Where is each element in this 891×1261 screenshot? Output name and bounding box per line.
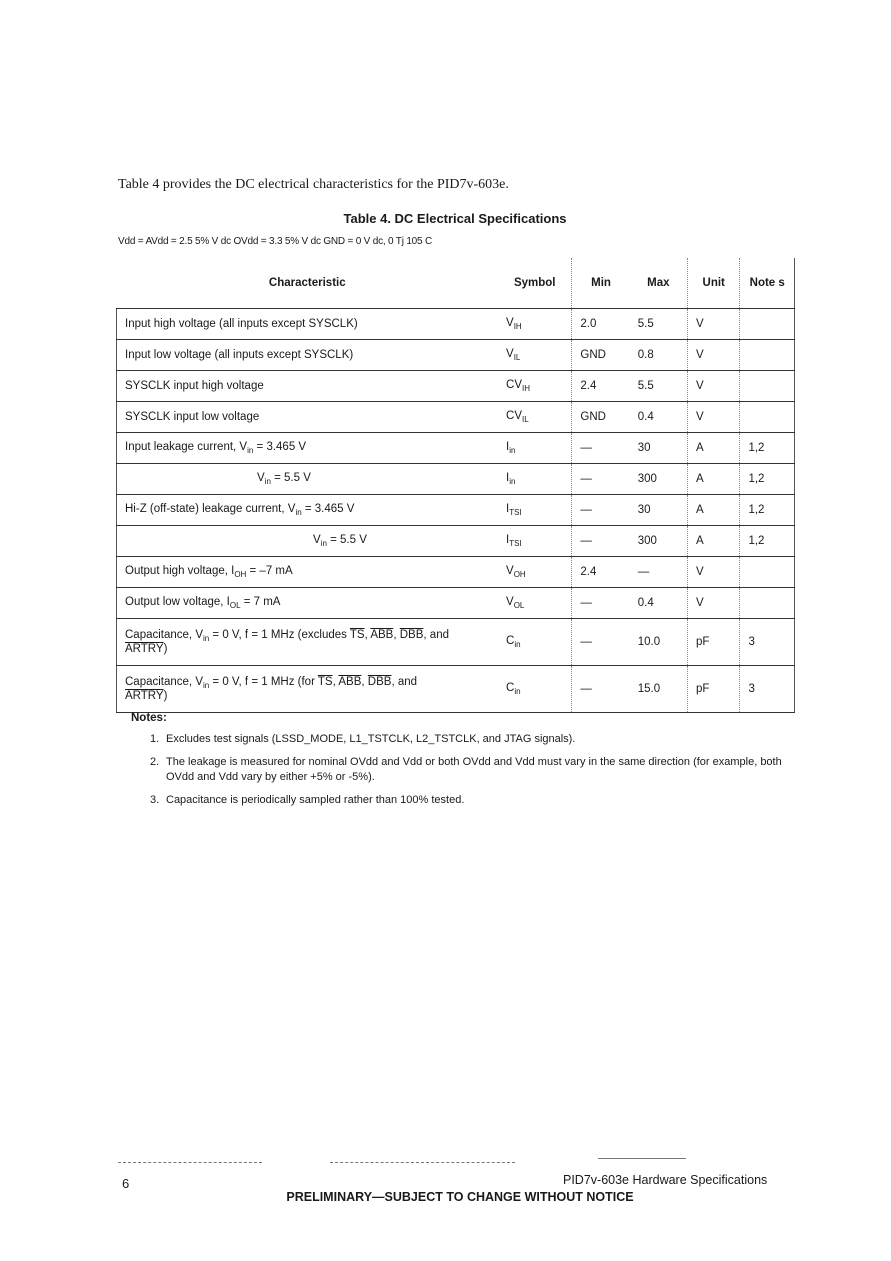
cell-symbol <box>498 666 572 713</box>
signal-name: $\overline{DBB}$ <box>367 676 392 688</box>
signal-separator: , and <box>391 676 418 688</box>
symbol-text: V <box>506 348 514 360</box>
header-symbol: Symbol <box>498 258 572 309</box>
symbol-text: V <box>506 596 514 608</box>
symbol-text: I <box>506 534 510 546</box>
note-number: 2. <box>150 756 160 768</box>
cell-min: — <box>572 464 630 495</box>
cell-characteristic <box>117 619 499 666</box>
cell-unit: V <box>687 340 739 371</box>
signal-name: ARTRY <box>125 643 164 655</box>
characteristic-text: Input high voltage (all inputs except SYSCLK) <box>125 318 358 330</box>
cell-symbol <box>498 588 572 619</box>
cell-max: 15.0 <box>630 666 688 713</box>
preliminary-notice: PRELIMINARY—SUBJECT TO CHANGE WITHOUT NOTICE <box>286 1190 634 1204</box>
cell-max: 0.4 <box>630 588 688 619</box>
signal-separator: ) <box>163 690 168 702</box>
cell-unit: pF <box>687 666 739 713</box>
symbol-subscript: TSI <box>509 508 522 517</box>
document-title: PID7v-603e Hardware Specifications <box>563 1173 768 1187</box>
cell-min: 2.4 <box>572 371 630 402</box>
cell-min: 2.4 <box>572 557 630 588</box>
dc-spec-table <box>116 258 795 713</box>
signal-separator: , and <box>423 629 449 641</box>
characteristic-subscript: in <box>247 446 254 455</box>
cell-notes <box>740 340 795 371</box>
cell-symbol <box>498 402 572 433</box>
characteristic-subscript: in <box>320 539 327 548</box>
cell-min: — <box>572 433 630 464</box>
cell-characteristic <box>117 588 499 619</box>
table-row <box>117 557 795 588</box>
symbol-text: V <box>506 317 514 329</box>
characteristic-text: = 5.5 V <box>326 534 367 546</box>
characteristic-text: Input low voltage (all inputs except SYSCLK) <box>125 349 354 361</box>
symbol-text: I <box>506 503 510 515</box>
footer-rule-left <box>118 1162 262 1163</box>
footer-rule-middle <box>330 1162 515 1163</box>
symbol-subscript: OH <box>513 570 526 579</box>
cell-unit: V <box>687 588 739 619</box>
signal-name: $\overline{DBB}$ <box>399 629 424 641</box>
cell-min: — <box>572 526 630 557</box>
cell-unit: A <box>687 464 739 495</box>
symbol-subscript: IL <box>513 353 521 362</box>
cell-symbol <box>498 557 572 588</box>
symbol-subscript: in <box>514 687 521 696</box>
cell-min: GND <box>572 402 630 433</box>
cell-min: 2.0 <box>572 309 630 340</box>
symbol-subscript: in <box>514 640 521 649</box>
page-number: 6 <box>122 1176 130 1191</box>
cell-notes: 1,2 <box>740 433 795 464</box>
symbol-text: CV <box>506 379 523 391</box>
table-row <box>117 619 795 666</box>
cell-max: — <box>630 557 688 588</box>
symbol-subscript: TSI <box>509 539 522 548</box>
cell-max: 0.8 <box>630 340 688 371</box>
header-unit: Unit <box>687 258 739 309</box>
characteristic-text: = 3.465 V <box>301 503 355 515</box>
cell-min: — <box>572 588 630 619</box>
table-row <box>117 402 795 433</box>
table-row <box>117 495 795 526</box>
table-row <box>117 371 795 402</box>
cell-max: 30 <box>630 433 688 464</box>
cell-characteristic <box>117 433 499 464</box>
notes-heading: Notes: <box>131 712 167 724</box>
symbol-subscript: IH <box>522 384 531 393</box>
cell-notes: 3 <box>740 666 795 713</box>
characteristic-text: SYSCLK input high voltage <box>125 380 264 392</box>
cell-unit: V <box>687 371 739 402</box>
cell-characteristic <box>117 495 499 526</box>
characteristic-text: Input leakage current, V <box>125 441 248 453</box>
characteristic-text: = 0 V, f = 1 MHz (for <box>209 676 318 688</box>
cell-symbol <box>498 433 572 464</box>
characteristic-subscript: in <box>203 681 210 690</box>
characteristic-text: Output low voltage, I <box>125 596 230 608</box>
symbol-subscript: IL <box>522 415 529 424</box>
cell-min: — <box>572 619 630 666</box>
cell-symbol <box>498 526 572 557</box>
characteristic-text: Output high voltage, I <box>125 565 235 577</box>
signal-separator: , <box>393 629 400 641</box>
intro-text: Table 4 provides the DC electrical characteristics for the PID7v-603e. <box>118 177 509 192</box>
header-min: Min <box>572 258 630 309</box>
cell-symbol <box>498 309 572 340</box>
symbol-subscript: OL <box>513 601 525 610</box>
header-characteristic: Characteristic <box>117 258 499 309</box>
cell-characteristic <box>117 666 499 713</box>
footer-rule-right <box>598 1158 686 1159</box>
cell-notes: 1,2 <box>740 495 795 526</box>
cell-notes <box>740 309 795 340</box>
cell-max: 5.5 <box>630 309 688 340</box>
characteristic-text: = 5.5 V <box>270 472 311 484</box>
signal-separator: , <box>332 676 339 688</box>
characteristic-subscript: in <box>203 634 210 643</box>
table-row <box>117 309 795 340</box>
cell-characteristic <box>117 402 499 433</box>
symbol-subscript: in <box>509 446 516 455</box>
characteristic-text: Capacitance, V <box>125 676 203 688</box>
notes-list <box>150 732 790 816</box>
characteristic-text: = 3.465 V <box>253 441 307 453</box>
symbol-text: I <box>506 472 510 484</box>
note-item <box>150 793 790 808</box>
note-number: 1. <box>150 733 160 745</box>
cell-unit: V <box>687 557 739 588</box>
cell-max: 300 <box>630 526 688 557</box>
cell-notes <box>740 371 795 402</box>
symbol-subscript: IH <box>513 322 522 331</box>
cell-characteristic <box>117 464 499 495</box>
table-conditions: Vdd = AVdd = 2.5 5% V dc OVdd = 3.3 5% V dc GND = 0 V dc, 0 Tj 105 C <box>118 236 432 247</box>
characteristic-text: V <box>257 472 265 484</box>
characteristic-subscript: in <box>264 477 271 486</box>
characteristic-subscript: in <box>295 508 302 517</box>
cell-notes <box>740 402 795 433</box>
characteristic-text: Capacitance, V <box>125 629 203 641</box>
note-number: 3. <box>150 794 160 806</box>
cell-symbol <box>498 371 572 402</box>
cell-notes: 3 <box>740 619 795 666</box>
cell-min: — <box>572 495 630 526</box>
cell-characteristic <box>117 371 499 402</box>
header-max: Max <box>630 258 688 309</box>
table-row <box>117 666 795 713</box>
symbol-text: I <box>506 441 510 453</box>
cell-max: 30 <box>630 495 688 526</box>
symbol-subscript: in <box>509 477 516 486</box>
note-item <box>150 732 790 747</box>
symbol-text: C <box>506 635 515 647</box>
cell-max: 0.4 <box>630 402 688 433</box>
cell-symbol <box>498 619 572 666</box>
cell-symbol <box>498 495 572 526</box>
table-row <box>117 588 795 619</box>
header-notes: Note s <box>740 258 795 309</box>
cell-unit: pF <box>687 619 739 666</box>
cell-symbol <box>498 340 572 371</box>
cell-min: — <box>572 666 630 713</box>
signal-separator: , <box>361 676 368 688</box>
characteristic-subscript: OL <box>229 601 241 610</box>
cell-characteristic <box>117 309 499 340</box>
table-row <box>117 433 795 464</box>
signal-name: ARTRY <box>125 690 164 702</box>
characteristic-text: SYSCLK input low voltage <box>125 411 260 423</box>
table-row <box>117 526 795 557</box>
signal-name: $\overline{TS}$ <box>349 629 365 641</box>
table-header-row <box>117 258 795 309</box>
note-text: Capacitance is periodically sampled rather than 100% tested. <box>166 794 465 806</box>
cell-min: GND <box>572 340 630 371</box>
table-row <box>117 464 795 495</box>
symbol-text: C <box>506 682 515 694</box>
signal-separator: ) <box>163 643 168 655</box>
cell-characteristic <box>117 526 499 557</box>
table-title: Table 4. DC Electrical Specifications <box>343 211 567 226</box>
table-row <box>117 340 795 371</box>
cell-max: 5.5 <box>630 371 688 402</box>
note-text: The leakage is measured for nominal OVdd and Vdd or both OVdd and Vdd must vary in the same direction (for example, both OVdd and Vdd vary by either +5% or -5%). <box>166 756 782 783</box>
symbol-text: CV <box>506 410 523 422</box>
note-item <box>150 755 790 785</box>
cell-characteristic <box>117 557 499 588</box>
signal-separator: , <box>364 629 371 641</box>
signal-name: $\overline{ABB}$ <box>338 676 362 688</box>
cell-notes <box>740 588 795 619</box>
cell-notes <box>740 557 795 588</box>
characteristic-text: Hi-Z (off-state) leakage current, V <box>125 503 296 515</box>
cell-unit: V <box>687 309 739 340</box>
cell-unit: A <box>687 495 739 526</box>
characteristic-text: V <box>313 534 321 546</box>
signal-name: $\overline{TS}$ <box>317 676 333 688</box>
characteristic-text: = 7 mA <box>240 596 281 608</box>
cell-notes: 1,2 <box>740 464 795 495</box>
cell-unit: V <box>687 402 739 433</box>
cell-max: 10.0 <box>630 619 688 666</box>
cell-characteristic <box>117 340 499 371</box>
signal-name: $\overline{ABB}$ <box>370 629 394 641</box>
cell-symbol <box>498 464 572 495</box>
characteristic-text: = –7 mA <box>246 565 293 577</box>
cell-unit: A <box>687 433 739 464</box>
cell-notes: 1,2 <box>740 526 795 557</box>
characteristic-subscript: OH <box>234 570 247 579</box>
cell-max: 300 <box>630 464 688 495</box>
symbol-text: V <box>506 565 514 577</box>
note-text: Excludes test signals (LSSD_MODE, L1_TSTCLK, L2_TSTCLK, and JTAG signals). <box>166 733 576 745</box>
characteristic-text: = 0 V, f = 1 MHz (excludes <box>209 629 350 641</box>
cell-unit: A <box>687 526 739 557</box>
